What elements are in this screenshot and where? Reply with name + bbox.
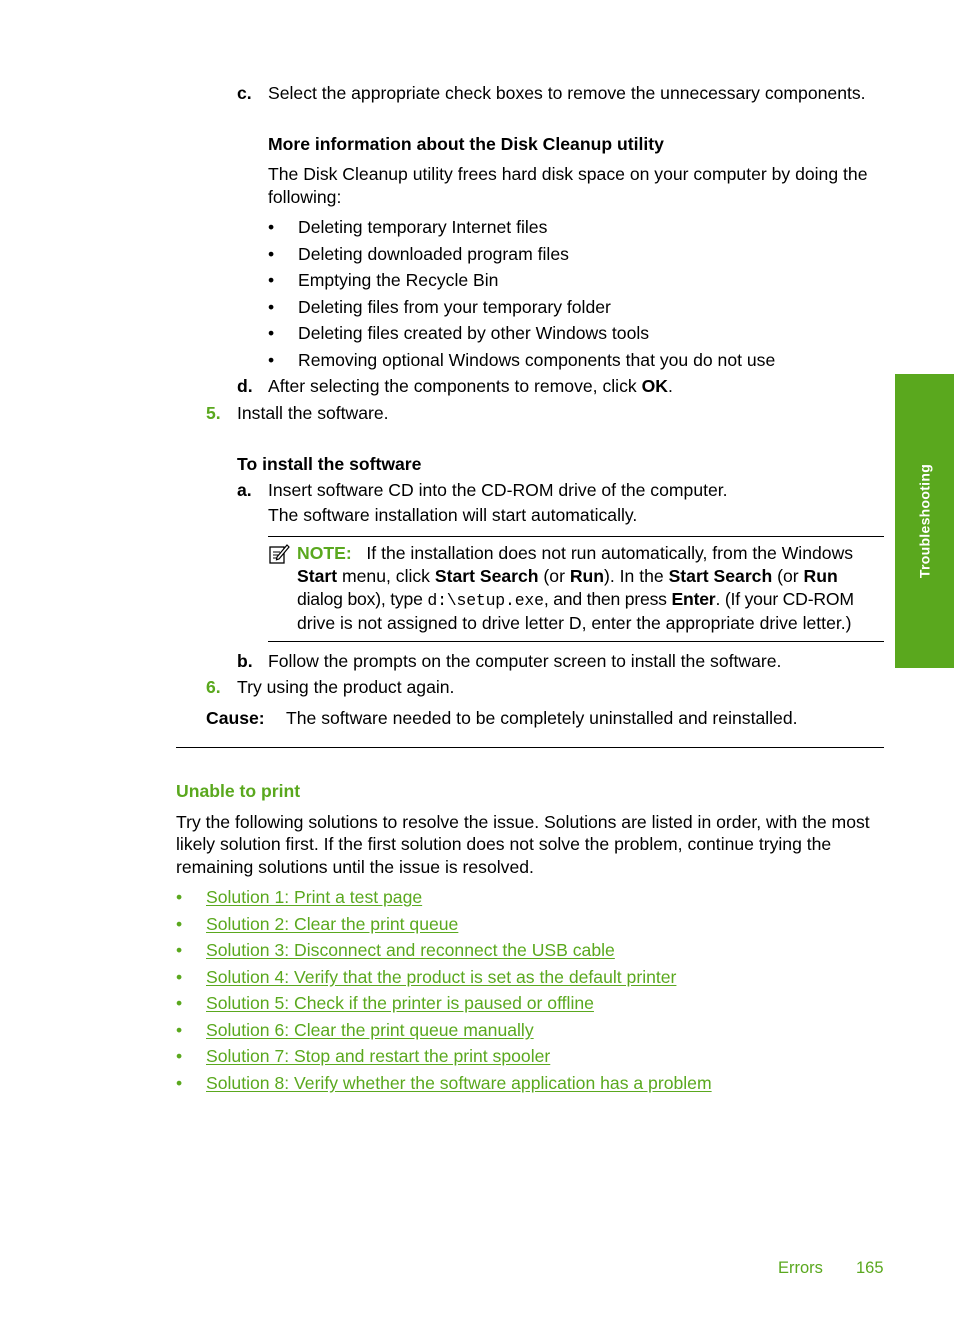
list-item: Deleting temporary Internet files: [298, 217, 548, 237]
step-6-number: 6.: [206, 677, 221, 697]
list-bullet: •: [268, 270, 275, 290]
cleanup-heading: More information about the Disk Cleanup utility: [268, 134, 664, 154]
cause-text: The software needed to be completely uninstalled and reinstalled.: [286, 708, 798, 728]
step-b-letter: b.: [237, 651, 253, 671]
note-label: NOTE:: [297, 543, 352, 563]
setup-command: d:\setup.exe: [427, 591, 544, 610]
intro-para-line3: remaining solutions until the issue is resolved.: [176, 857, 534, 877]
list-item: Deleting downloaded program files: [298, 244, 569, 264]
troubleshooting-side-tab: [895, 374, 954, 668]
list-item: Removing optional Windows components that you do not use: [298, 350, 776, 370]
step-5-number: 5.: [206, 403, 221, 423]
note-line-4: drive is not assigned to drive letter D, enter the appropriate drive letter.): [297, 613, 852, 633]
solution-4-link[interactable]: Solution 4: Verify that the product is set as the default printer: [206, 967, 677, 987]
solution-5-link[interactable]: Solution 5: Check if the printer is paused or offline: [206, 993, 594, 1013]
intro-para-line1: Try the following solutions to resolve the issue. Solutions are listed in order, with the most: [176, 812, 870, 832]
list-bullet: •: [268, 244, 275, 264]
list-bullet: •: [268, 217, 275, 237]
note-pencil-icon: [268, 543, 290, 565]
cause-label: Cause:: [206, 708, 265, 728]
footer-page-number: 165: [856, 1259, 884, 1277]
list-bullet: •: [176, 914, 183, 934]
list-bullet: •: [176, 1046, 183, 1066]
list-item: Emptying the Recycle Bin: [298, 270, 499, 290]
list-item: Deleting files from your temporary folder: [298, 297, 611, 317]
step-d-text: After selecting the components to remove, click OK.: [268, 376, 673, 396]
list-bullet: •: [176, 967, 183, 987]
solution-2-link[interactable]: Solution 2: Clear the print queue: [206, 914, 459, 934]
note-bottom-rule: [268, 641, 884, 642]
step-c-letter: c.: [237, 83, 252, 103]
step-b-text: Follow the prompts on the computer screen to install the software.: [268, 651, 782, 671]
step-6-text: Try using the product again.: [237, 677, 455, 697]
note-top-rule: [268, 536, 884, 537]
step-5-text: Install the software.: [237, 403, 389, 423]
intro-para-line2: likely solution first. If the first solution does not solve the problem, continue trying the: [176, 834, 832, 854]
solution-6-link[interactable]: Solution 6: Clear the print queue manually: [206, 1020, 534, 1040]
solution-1-link[interactable]: Solution 1: Print a test page: [206, 887, 423, 907]
side-tab-label: Troubleshooting: [916, 463, 932, 579]
footer-section: Errors: [778, 1259, 823, 1277]
list-bullet: •: [176, 1073, 183, 1093]
section-divider: [176, 747, 884, 748]
list-bullet: •: [268, 323, 275, 343]
step-a-text: Insert software CD into the CD-ROM drive of the computer.: [268, 480, 728, 500]
note-line-3: dialog box), type d:\setup.exe, and then press Enter. (If your CD-ROM: [297, 589, 854, 610]
list-item: Deleting files created by other Windows tools: [298, 323, 650, 343]
list-bullet: •: [176, 1020, 183, 1040]
step-d-letter: d.: [237, 376, 253, 396]
solution-7-link[interactable]: Solution 7: Stop and restart the print spooler: [206, 1046, 551, 1066]
list-bullet: •: [176, 887, 183, 907]
list-bullet: •: [176, 993, 183, 1013]
cleanup-intro-line2: following:: [268, 187, 342, 207]
list-bullet: •: [268, 297, 275, 317]
list-bullet: •: [268, 350, 275, 370]
step-a-letter: a.: [237, 480, 252, 500]
list-bullet: •: [176, 940, 183, 960]
unable-to-print-heading: Unable to print: [176, 781, 301, 801]
step-a-subtext: The software installation will start automatically.: [268, 505, 638, 525]
note-box: [297, 542, 887, 635]
install-heading: To install the software: [237, 454, 422, 474]
step-c-text: Select the appropriate check boxes to remove the unnecessary components.: [268, 83, 866, 103]
cleanup-intro-line1: The Disk Cleanup utility frees hard disk space on your computer by doing the: [268, 164, 868, 184]
note-line-1: NOTE: If the installation does not run automatically, from the Windows: [297, 543, 854, 563]
solution-8-link[interactable]: Solution 8: Verify whether the software application has a problem: [206, 1073, 712, 1093]
solution-3-link[interactable]: Solution 3: Disconnect and reconnect the USB cable: [206, 940, 615, 960]
ok-label: OK: [641, 376, 668, 396]
note-line-2: Start menu, click Start Search (or Run). In the Start Search (or Run: [297, 566, 838, 586]
